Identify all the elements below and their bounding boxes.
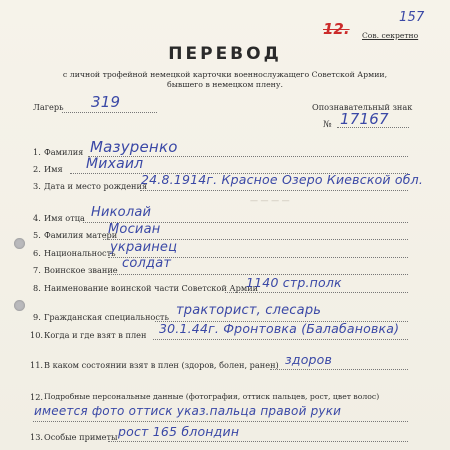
field-num: 2.: [33, 164, 41, 174]
field-line: [270, 369, 408, 370]
field-label-name: Имя: [44, 164, 63, 174]
tag-value: 17167: [340, 110, 389, 128]
field-value-personal-data: имеется фото оттиск указ.пальца правой руки: [34, 404, 342, 418]
field-value-features: рост 165 блондин: [118, 424, 240, 439]
tag-label: Опознавательный знак: [312, 102, 413, 112]
field-label-profession: Гражданская специальность: [44, 312, 169, 322]
field-label-rank: Воинское звание: [44, 265, 118, 275]
field-num: 4.: [33, 213, 41, 223]
field-value-father: Николай: [91, 205, 152, 220]
field-value-captured: 30.1.44г. Фронтовка (Балабановка): [159, 321, 400, 336]
camp-label: Лагерь: [33, 102, 64, 112]
field-value-condition: здоров: [285, 352, 333, 367]
bleed-through: — — — —: [250, 196, 290, 205]
page-number: 157: [399, 10, 425, 25]
field-label-condition: В каком состоянии взят в плен (здоров, болен, ранен): [44, 360, 279, 370]
field-num: 9.: [33, 312, 41, 322]
tag-prefix: №: [323, 120, 332, 130]
field-line: [140, 190, 408, 191]
subtitle-line-1: с личной трофейной немецкой карточки военнослужащего Советской Армии,: [62, 70, 388, 79]
field-num: 5.: [33, 230, 41, 240]
field-value-surname: Мазуренко: [90, 138, 178, 156]
field-num: 13.: [30, 432, 44, 442]
field-num: 10.: [30, 330, 44, 340]
field-line: [153, 339, 408, 340]
field-line: [33, 421, 408, 422]
field-num: 12.: [30, 392, 44, 402]
field-label-captured: Когда и где взят в плен: [44, 330, 147, 340]
field-value-unit: 1140 стр.полк: [246, 275, 342, 290]
field-value-name: Михаил: [86, 156, 144, 172]
field-label-unit: Наименование воинской части Советской Армии: [44, 283, 259, 293]
field-label-birth: Дата и место рождения: [44, 181, 148, 191]
field-value-birth: 24.8.1914г. Красное Озеро Киевской обл.: [141, 172, 424, 187]
field-label-surname: Фамилия: [44, 147, 84, 157]
field-value-profession: тракторист, слесарь: [176, 303, 322, 318]
field-num: 7.: [33, 265, 41, 275]
field-label-personal-data: Подробные персональные данные (фотография, оттиск пальцев, рост, цвет волос): [44, 392, 380, 401]
camp-value: 319: [91, 93, 121, 111]
field-value-rank: солдат: [122, 256, 172, 271]
field-label-nationality: Национальность: [44, 248, 116, 258]
secrecy-mark: Сов. секретно: [362, 31, 419, 40]
field-label-father: Имя отца: [44, 213, 85, 223]
field-num: 1.: [33, 147, 41, 157]
punch-hole: [14, 300, 25, 311]
field-value-nationality: украинец: [110, 240, 178, 255]
field-num: 6.: [33, 248, 41, 258]
field-label-features: Особые приметы: [44, 432, 118, 442]
field-value-mother: Мосиан: [108, 222, 161, 237]
field-num: 11.: [30, 360, 44, 370]
field-line: [225, 292, 408, 293]
field-num: 8.: [33, 283, 41, 293]
subtitle-line-2: бывшего в немецком плену.: [167, 80, 283, 89]
red-number: 12.: [323, 20, 350, 38]
page-title: ПЕРЕВОД: [168, 44, 282, 64]
camp-line: [62, 112, 157, 113]
punch-hole: [14, 238, 25, 249]
field-line: [108, 441, 408, 442]
field-num: 3.: [33, 181, 41, 191]
field-label-mother: Фамилия матери: [44, 230, 118, 240]
